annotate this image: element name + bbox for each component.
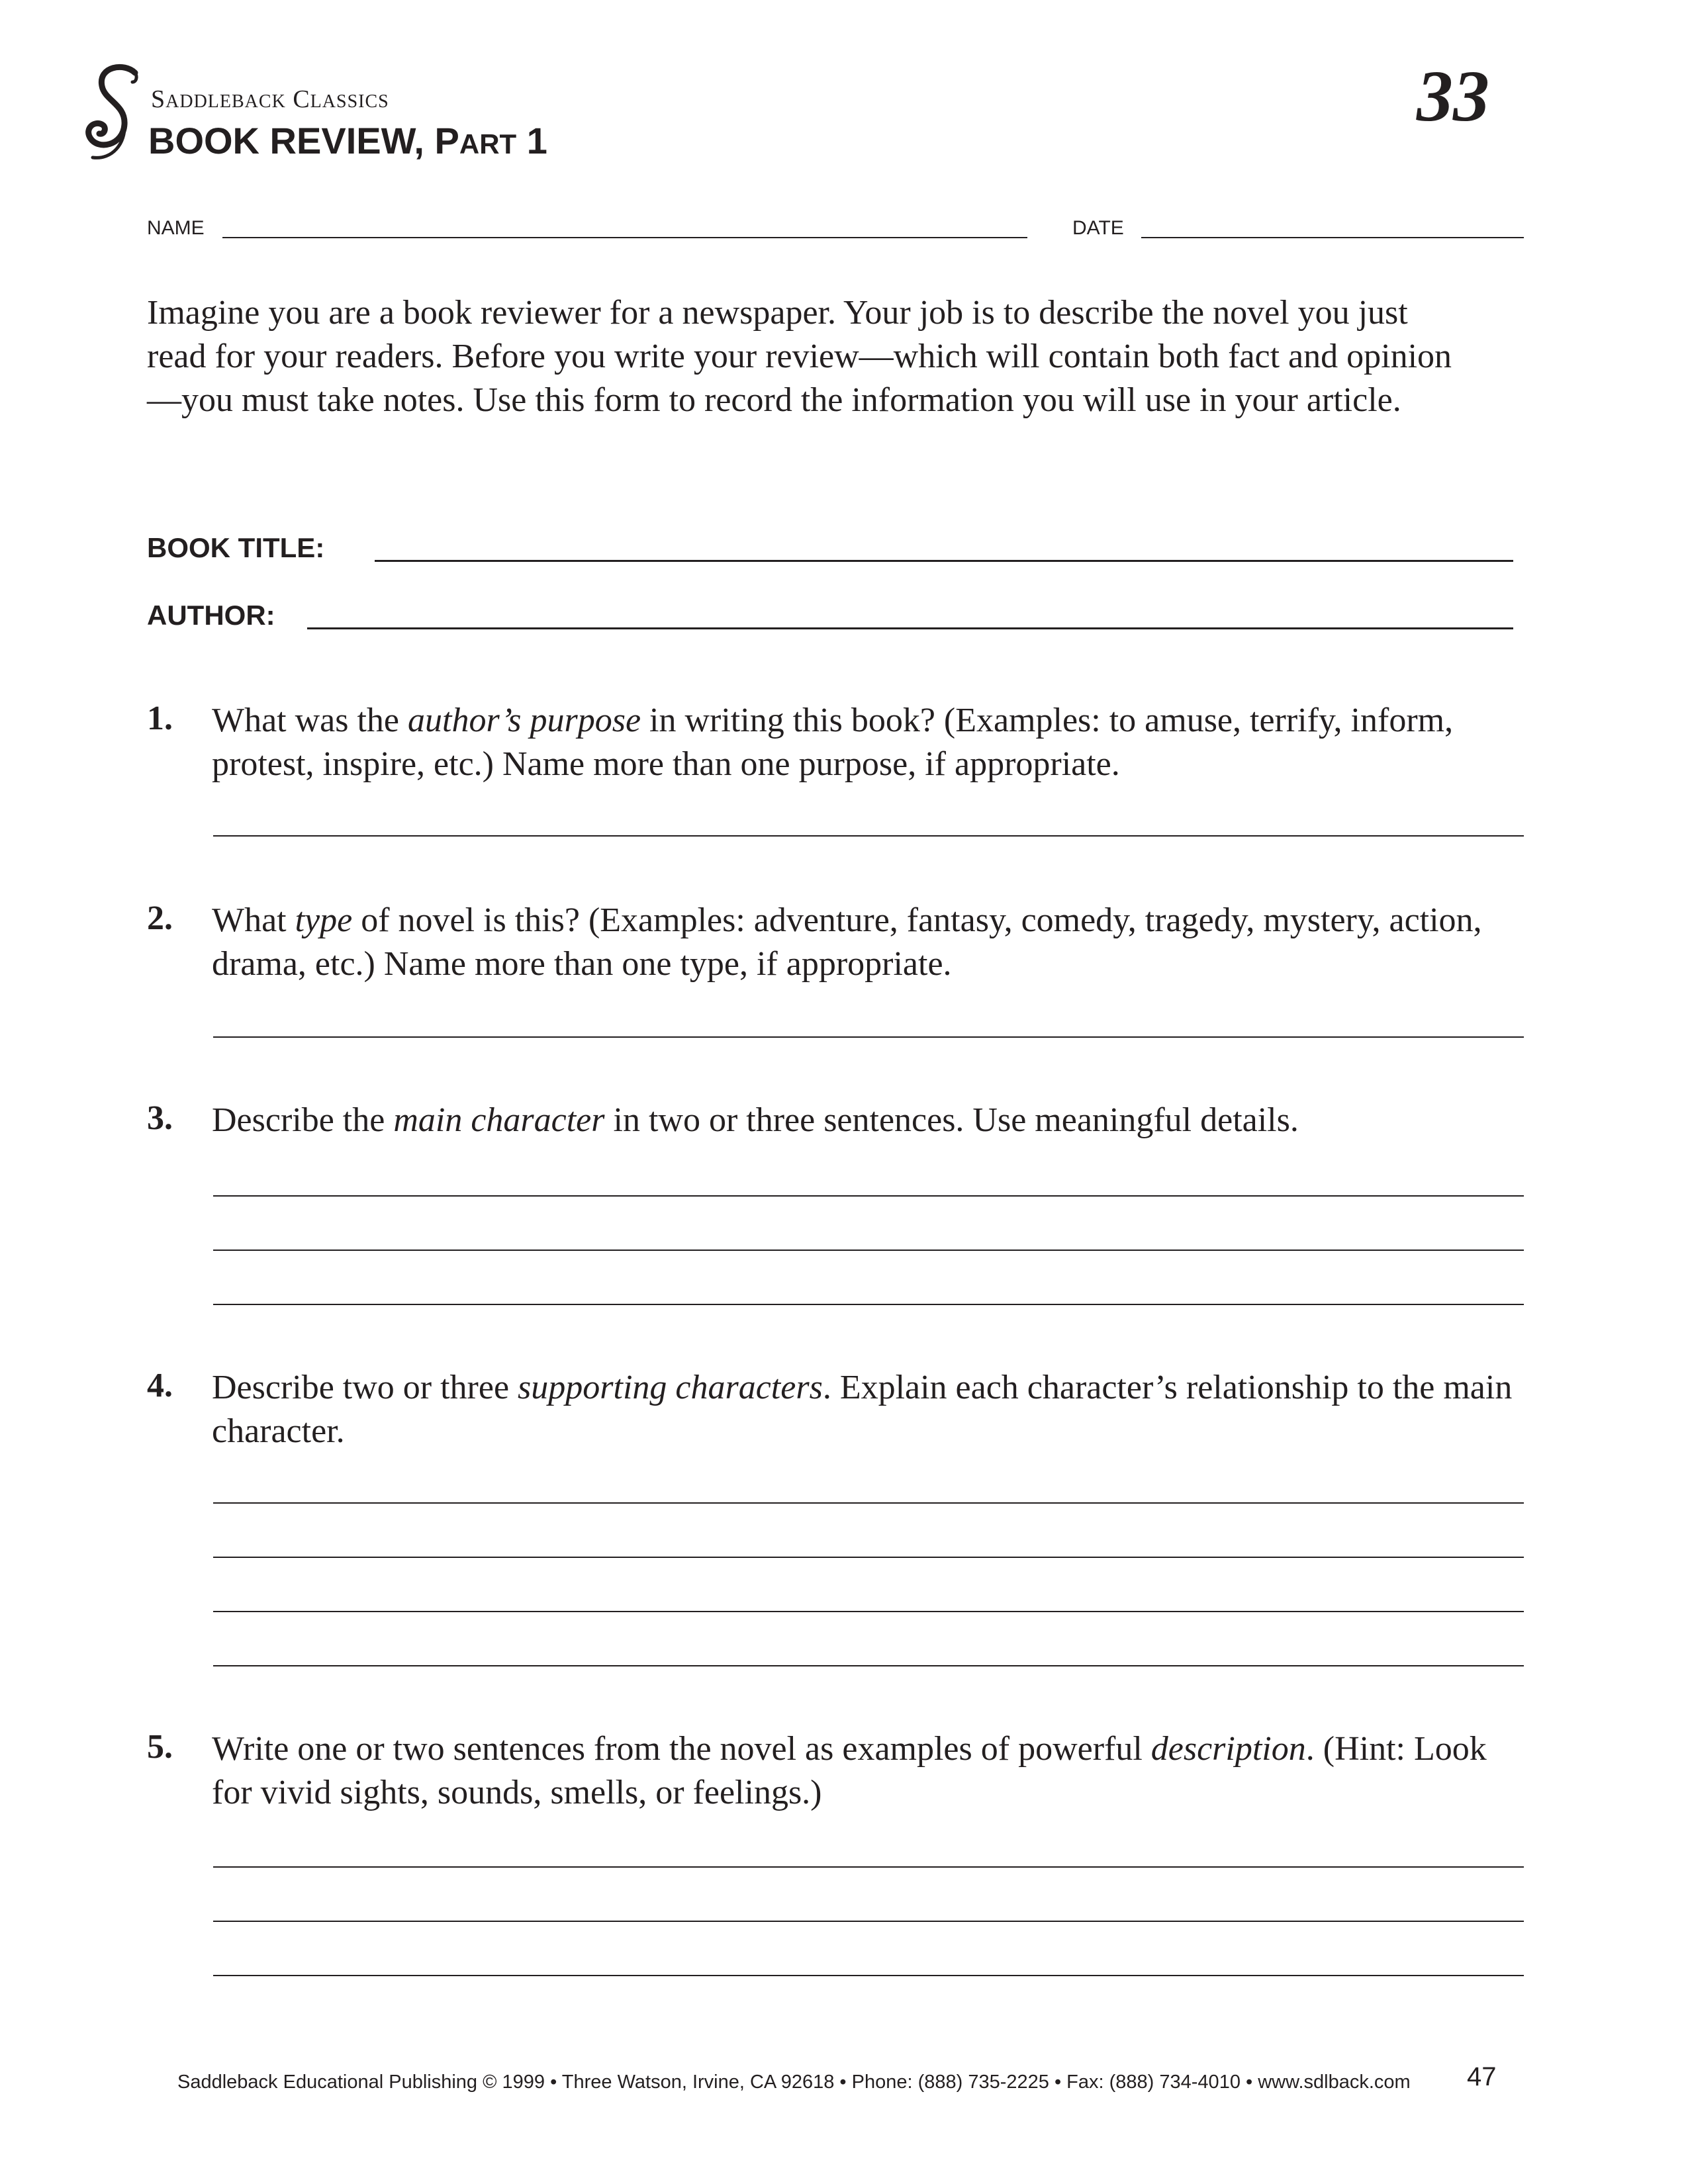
question-number: 2.	[147, 899, 173, 937]
page-number: 47	[1467, 2062, 1497, 2091]
question-number: 3.	[147, 1099, 173, 1137]
answer-line[interactable]	[213, 1921, 1524, 1922]
answer-line[interactable]	[213, 1611, 1524, 1612]
answer-line[interactable]	[213, 1665, 1524, 1666]
publisher-series-name: SADDLEBACK CLASSICS	[151, 85, 389, 113]
publisher-footer: Saddleback Educational Publishing © 1999 • Three Watson, Irvine, CA 92618 • Phone: (888) 735-2225 • Fax: (888) 734-4010 • www.sdlback.com	[177, 2071, 1411, 2093]
answer-line[interactable]	[213, 1195, 1524, 1197]
answer-line[interactable]	[213, 1304, 1524, 1305]
question-text: What was the author’s purpose in writing this book? (Examples: to amuse, terrify, inform, protest, inspire, etc.) Name more than one purpose, if appropriate.	[212, 702, 1454, 783]
saddleback-logo-icon	[78, 64, 150, 163]
answer-line[interactable]	[213, 835, 1524, 837]
answer-line[interactable]	[213, 1557, 1524, 1558]
date-field[interactable]	[1141, 237, 1524, 238]
question-number: 5.	[147, 1728, 173, 1766]
author-label: AUTHOR:	[147, 600, 275, 631]
answer-line[interactable]	[213, 1036, 1524, 1038]
worksheet-title: BOOK REVIEW, PART 1	[148, 120, 547, 161]
worksheet-number: 33	[1417, 56, 1489, 136]
question-text: Write one or two sentences from the novel as examples of powerful description. (Hint: Look for vivid sights, sounds, smells, or feelings.)	[212, 1730, 1487, 1811]
answer-line[interactable]	[213, 1250, 1524, 1251]
instructions-paragraph: Imagine you are a book reviewer for a newspaper. Your job is to describe the novel you just read for your readers. Before you write your review—which will contain both fact and opinion—you must take notes. Use this form to record the information you will use in your article.	[147, 294, 1452, 419]
question-number: 1.	[147, 700, 173, 737]
book-title-field[interactable]	[375, 560, 1513, 562]
name-field[interactable]	[222, 237, 1027, 238]
question-text: Describe the main character in two or three sentences. Use meaningful details.	[212, 1101, 1299, 1139]
name-label: NAME	[147, 217, 205, 239]
date-label: DATE	[1072, 217, 1124, 239]
question-number: 4.	[147, 1367, 173, 1404]
answer-line[interactable]	[213, 1975, 1524, 1976]
book-title-label: BOOK TITLE:	[147, 532, 325, 563]
answer-line[interactable]	[213, 1866, 1524, 1868]
question-text: What type of novel is this? (Examples: adventure, fantasy, comedy, tragedy, mystery, action, drama, etc.) Name more than one type, if appropriate.	[212, 901, 1482, 983]
answer-line[interactable]	[213, 1502, 1524, 1504]
question-text: Describe two or three supporting characters. Explain each character’s relationship to the main character.	[212, 1369, 1513, 1450]
author-field[interactable]	[307, 627, 1513, 629]
